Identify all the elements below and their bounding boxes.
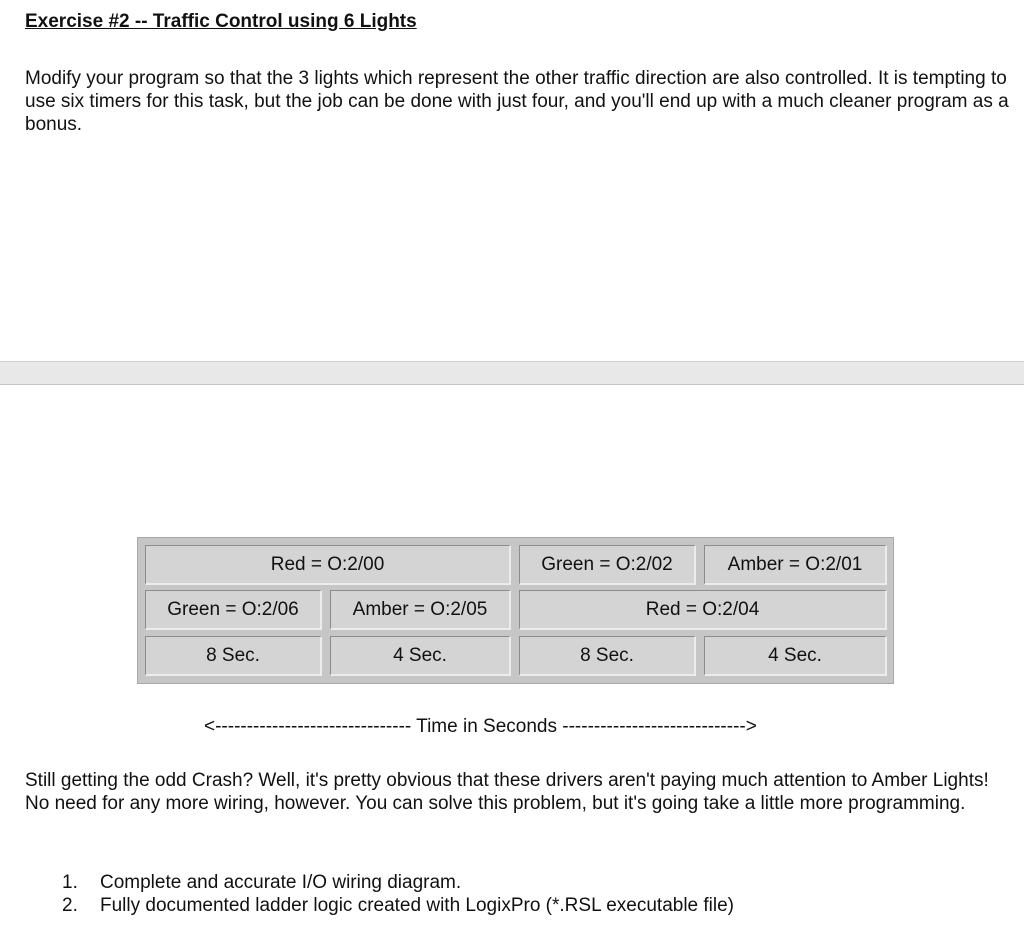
cell-direction2-amber: Amber = O:2/01 [704,545,887,585]
list-item [62,894,734,917]
cell-direction1-green: Green = O:2/06 [145,590,322,630]
cell-direction1-amber: Amber = O:2/05 [330,590,511,630]
cell-duration-4: 4 Sec. [704,636,887,676]
cell-duration-2: 4 Sec. [330,636,511,676]
list-item-number: 2. [62,895,78,916]
cell-duration-1: 8 Sec. [145,636,322,676]
requirements-list [62,871,734,917]
cell-direction1-red: Red = O:2/00 [145,545,511,585]
timing-table [137,537,894,684]
cell-direction2-red: Red = O:2/04 [519,590,887,630]
list-item-text: Complete and accurate I/O wiring diagram. [100,872,462,893]
intro-paragraph: Modify your program so that the 3 lights which represent the other traffic direction are also controlled. It is tempting to use six timers for this task, but the job can be done with just four, and you'll end up with a much cleaner program as a bonus. [25,68,1009,135]
cell-direction2-green: Green = O:2/02 [519,545,696,585]
cell-duration-3: 8 Sec. [519,636,696,676]
page-title: Exercise #2 -- Traffic Control using 6 Lights [25,11,417,32]
list-item-number: 1. [62,872,78,893]
section-divider [0,361,1024,385]
list-item [62,871,734,894]
list-item-text: Fully documented ladder logic created with LogixPro (*.RSL executable file) [100,895,735,916]
outro-paragraph: Still getting the odd Crash? Well, it's pretty obvious that these drivers aren't paying much attention to Amber Lights! No need for any more wiring, however. You can solve this problem, but it's going take a little more programming. [25,770,989,814]
time-axis-label: <------------------------------- Time in Seconds -----------------------------> [204,716,757,737]
